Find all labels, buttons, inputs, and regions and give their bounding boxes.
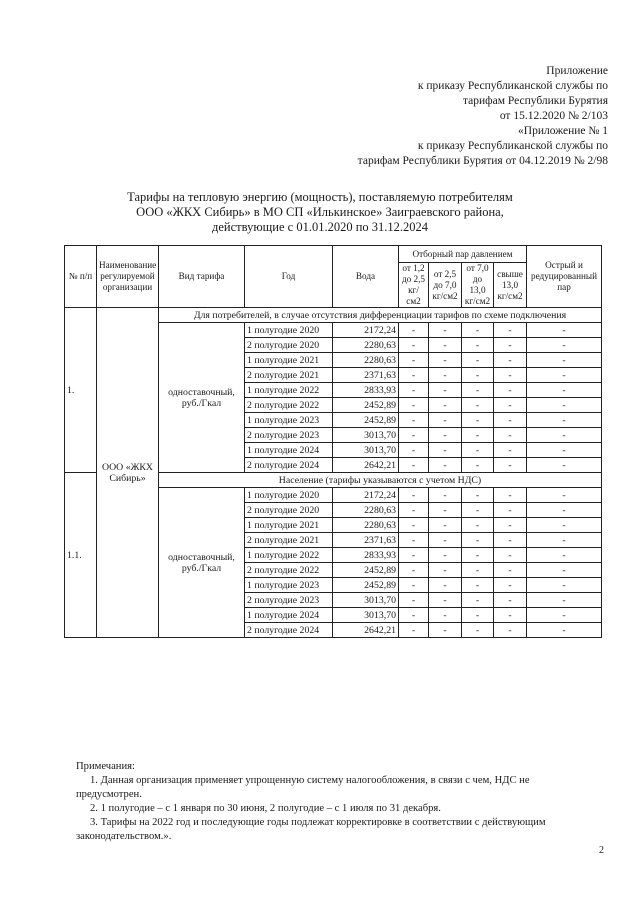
water-value: 2833,93 (333, 383, 399, 398)
header-block (358, 64, 608, 169)
dash-cell: - (429, 533, 462, 548)
dash-cell: - (462, 383, 494, 398)
header-line: к приказу Республиканской службы по (417, 80, 608, 92)
water-value: 3013,70 (333, 443, 399, 458)
dash-cell: - (399, 323, 429, 338)
dash-cell: - (399, 548, 429, 563)
period-cell: 1 полугодие 2020 (245, 488, 333, 503)
dash-cell: - (429, 578, 462, 593)
period-cell: 1 полугодие 2024 (245, 608, 333, 623)
dash-cell: - (399, 608, 429, 623)
water-value: 3013,70 (333, 608, 399, 623)
dash-cell: - (462, 533, 494, 548)
dash-cell: - (399, 533, 429, 548)
dash-cell: - (462, 593, 494, 608)
dash-cell: - (399, 338, 429, 353)
dash-cell: - (399, 413, 429, 428)
period-cell: 1 полугодие 2023 (245, 413, 333, 428)
dash-cell: - (494, 578, 527, 593)
header-line: от 15.12.2020 № 2/103 (499, 110, 608, 122)
section-heading: Для потребителей, в случае отсутствия дифференциации тарифов по схеме подключения (159, 308, 602, 323)
title-line-3: действующие с 01.01.2020 по 31.12.2024 (211, 220, 429, 234)
dash-cell: - (429, 353, 462, 368)
dash-cell: - (527, 578, 602, 593)
water-value: 2371,63 (333, 533, 399, 548)
water-value: 2642,21 (333, 623, 399, 638)
section-num: 1. (65, 308, 97, 473)
dash-cell: - (399, 503, 429, 518)
tariff-table-body (65, 246, 602, 638)
period-cell: 1 полугодие 2024 (245, 443, 333, 458)
period-cell: 2 полугодие 2022 (245, 563, 333, 578)
dash-cell: - (429, 323, 462, 338)
dash-cell: - (527, 533, 602, 548)
dash-cell: - (494, 443, 527, 458)
dash-cell: - (527, 413, 602, 428)
col-header-num: № п/п (65, 246, 97, 308)
dash-cell: - (399, 623, 429, 638)
dash-cell: - (399, 383, 429, 398)
dash-cell: - (494, 608, 527, 623)
period-cell: 2 полугодие 2023 (245, 428, 333, 443)
dash-cell: - (494, 353, 527, 368)
period-cell: 1 полугодие 2021 (245, 353, 333, 368)
period-cell: 2 полугодие 2022 (245, 398, 333, 413)
document-title (60, 190, 580, 235)
water-value: 2452,89 (333, 398, 399, 413)
tariff-type: одноставочный, руб./Гкал (159, 323, 245, 473)
water-value: 2280,63 (333, 353, 399, 368)
period-cell: 1 полугодие 2021 (245, 518, 333, 533)
dash-cell: - (429, 563, 462, 578)
dash-cell: - (494, 503, 527, 518)
note-1-cont: предусмотрен. (76, 789, 142, 800)
period-cell: 1 полугодие 2022 (245, 383, 333, 398)
dash-cell: - (462, 368, 494, 383)
notes-heading: Примечания: (76, 761, 135, 772)
header-line: тарифам Республики Бурятия (462, 95, 608, 107)
dash-cell: - (399, 563, 429, 578)
dash-cell: - (399, 428, 429, 443)
dash-cell: - (462, 488, 494, 503)
dash-cell: - (429, 338, 462, 353)
water-value: 2452,89 (333, 413, 399, 428)
period-cell: 1 полугодие 2022 (245, 548, 333, 563)
dash-cell: - (527, 488, 602, 503)
dash-cell: - (429, 488, 462, 503)
dash-cell: - (527, 323, 602, 338)
page-number: 2 (599, 845, 604, 856)
dash-cell: - (462, 563, 494, 578)
note-3: 3. Тарифы на 2022 год и последующие годы подлежат корректировке в соответствии с действующим (90, 817, 546, 828)
dash-cell: - (429, 518, 462, 533)
dash-cell: - (527, 623, 602, 638)
dash-cell: - (462, 518, 494, 533)
dash-cell: - (399, 443, 429, 458)
period-cell: 1 полугодие 2020 (245, 323, 333, 338)
dash-cell: - (527, 398, 602, 413)
dash-cell: - (527, 383, 602, 398)
tariff-type: одноставочный, руб./Гкал (159, 488, 245, 638)
dash-cell: - (429, 398, 462, 413)
dash-cell: - (399, 458, 429, 473)
period-cell: 2 полугодие 2020 (245, 338, 333, 353)
period-cell: 2 полугодие 2024 (245, 458, 333, 473)
dash-cell: - (494, 323, 527, 338)
dash-cell: - (429, 458, 462, 473)
dash-cell: - (462, 608, 494, 623)
dash-cell: - (462, 548, 494, 563)
dash-cell: - (494, 368, 527, 383)
dash-cell: - (399, 578, 429, 593)
water-value: 2280,63 (333, 338, 399, 353)
section-heading: Население (тарифы указываются с учетом НДС) (159, 473, 602, 488)
dash-cell: - (494, 413, 527, 428)
dash-cell: - (462, 338, 494, 353)
dash-cell: - (429, 428, 462, 443)
dash-cell: - (527, 518, 602, 533)
col-header-type: Вид тарифа (159, 246, 245, 308)
period-cell: 2 полугодие 2021 (245, 368, 333, 383)
note-1: 1. Данная организация применяет упрощенную систему налогообложения, в связи с чем, НДС не (90, 775, 530, 786)
dash-cell: - (494, 428, 527, 443)
dash-cell: - (399, 593, 429, 608)
col-header-org: Наименование регулируемой организации (97, 246, 159, 308)
dash-cell: - (399, 353, 429, 368)
period-cell: 2 полугодие 2024 (245, 623, 333, 638)
water-value: 2833,93 (333, 548, 399, 563)
dash-cell: - (399, 518, 429, 533)
dash-cell: - (494, 533, 527, 548)
col-header-p1: от 1,2 до 2,5 кг/см2 (399, 263, 429, 308)
col-header-p2: от 2,5 до 7,0 кг/см2 (429, 263, 462, 308)
dash-cell: - (429, 383, 462, 398)
section-heading-row (65, 308, 602, 323)
dash-cell: - (399, 398, 429, 413)
dash-cell: - (527, 368, 602, 383)
dash-cell: - (527, 548, 602, 563)
dash-cell: - (462, 353, 494, 368)
dash-cell: - (494, 548, 527, 563)
dash-cell: - (429, 623, 462, 638)
dash-cell: - (429, 503, 462, 518)
col-header-p4: свыше 13,0 кг/см2 (494, 263, 527, 308)
dash-cell: - (527, 338, 602, 353)
water-value: 2371,63 (333, 368, 399, 383)
water-value: 3013,70 (333, 593, 399, 608)
title-line-1: Тарифы на тепловую энергию (мощность), поставляемую потребителям (127, 190, 513, 204)
dash-cell: - (399, 488, 429, 503)
dash-cell: - (429, 608, 462, 623)
water-value: 2280,63 (333, 503, 399, 518)
dash-cell: - (527, 428, 602, 443)
dash-cell: - (429, 413, 462, 428)
dash-cell: - (494, 518, 527, 533)
dash-cell: - (494, 488, 527, 503)
notes-block (76, 760, 616, 844)
water-value: 2642,21 (333, 458, 399, 473)
dash-cell: - (494, 458, 527, 473)
dash-cell: - (527, 593, 602, 608)
dash-cell: - (494, 338, 527, 353)
dash-cell: - (399, 368, 429, 383)
period-cell: 2 полугодие 2021 (245, 533, 333, 548)
dash-cell: - (462, 443, 494, 458)
dash-cell: - (462, 323, 494, 338)
org-name: ООО «ЖКХ Сибирь» (97, 308, 159, 638)
dash-cell: - (462, 413, 494, 428)
note-3-cont: законодательством.». (76, 831, 172, 842)
dash-cell: - (429, 443, 462, 458)
dash-cell: - (462, 428, 494, 443)
section-num: 1.1. (65, 473, 97, 638)
dash-cell: - (429, 368, 462, 383)
dash-cell: - (494, 593, 527, 608)
col-header-water: Вода (333, 246, 399, 308)
col-header-sharp: Острый и редуцированный пар (527, 246, 602, 308)
header-line: «Приложение № 1 (518, 125, 608, 137)
dash-cell: - (429, 548, 462, 563)
dash-cell: - (494, 398, 527, 413)
water-value: 3013,70 (333, 428, 399, 443)
dash-cell: - (527, 608, 602, 623)
period-cell: 2 полугодие 2023 (245, 593, 333, 608)
col-header-steam: Отборный пар давлением (399, 246, 527, 263)
header-row (65, 246, 602, 263)
dash-cell: - (527, 443, 602, 458)
header-line: тарифам Республики Бурятия от 04.12.2019 № 2/98 (357, 155, 608, 167)
dash-cell: - (429, 593, 462, 608)
dash-cell: - (462, 398, 494, 413)
title-line-2: ООО «ЖКХ Сибирь» в МО СП «Илькинское» Заиграевского района, (136, 205, 504, 219)
period-cell: 1 полугодие 2023 (245, 578, 333, 593)
header-line: Приложение (546, 65, 608, 77)
water-value: 2452,89 (333, 578, 399, 593)
dash-cell: - (527, 563, 602, 578)
dash-cell: - (462, 458, 494, 473)
dash-cell: - (527, 458, 602, 473)
water-value: 2172,24 (333, 488, 399, 503)
dash-cell: - (462, 623, 494, 638)
note-2: 2. 1 полугодие – с 1 января по 30 июня, 2 полугодие – с 1 июля по 31 декабря. (90, 803, 441, 814)
dash-cell: - (527, 353, 602, 368)
dash-cell: - (527, 503, 602, 518)
col-header-year: Год (245, 246, 333, 308)
dash-cell: - (462, 578, 494, 593)
col-header-p3: от 7,0 до 13,0 кг/см2 (462, 263, 494, 308)
tariff-table (64, 245, 602, 638)
dash-cell: - (462, 503, 494, 518)
dash-cell: - (494, 623, 527, 638)
water-value: 2280,63 (333, 518, 399, 533)
water-value: 2172,24 (333, 323, 399, 338)
period-cell: 2 полугодие 2020 (245, 503, 333, 518)
header-line: к приказу Республиканской службы по (417, 140, 608, 152)
dash-cell: - (494, 563, 527, 578)
dash-cell: - (494, 383, 527, 398)
water-value: 2452,89 (333, 563, 399, 578)
